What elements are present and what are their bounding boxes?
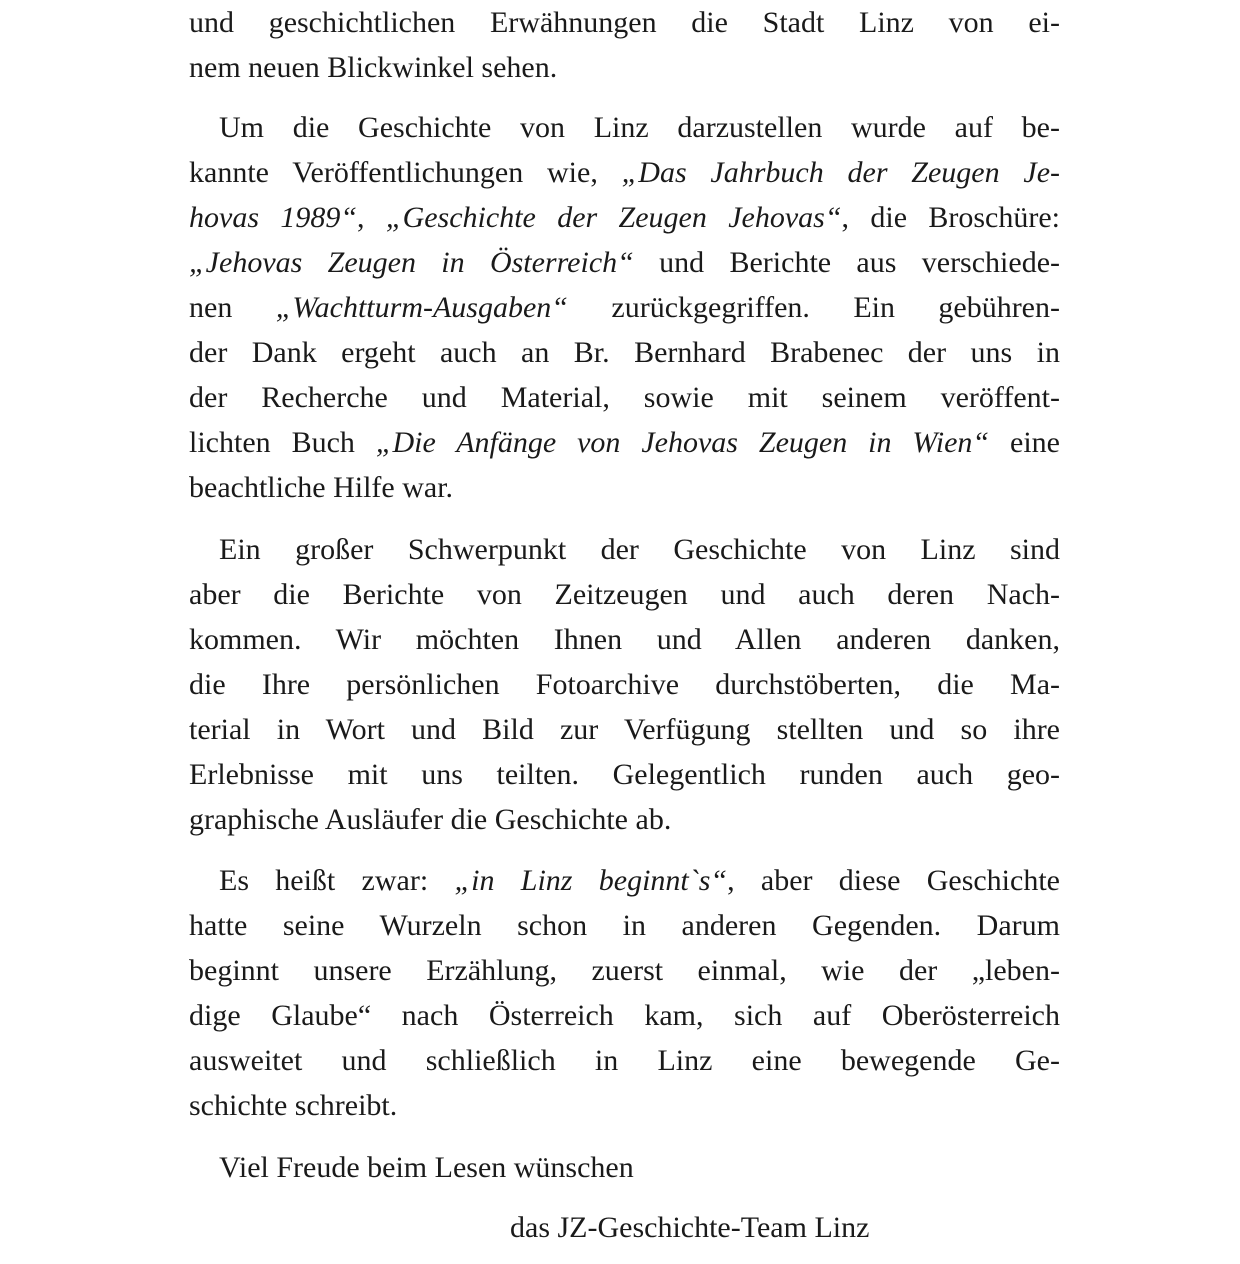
- text-line-rich: hovas 1989“, „Geschichte der Zeugen Jehovas“, die Broschüre:: [189, 201, 1060, 234]
- text-line: Erlebnisse mit uns teilten. Gelegentlich runden auch geo-: [189, 758, 1060, 791]
- text-line: der Recherche und Material, sowie mit seinem veröffent-: [189, 381, 1060, 414]
- text-line: aber die Berichte von Zeitzeugen und auch deren Nach-: [189, 578, 1060, 611]
- text-line: die Ihre persönlichen Fotoarchive durchstöberten, die Ma-: [189, 668, 1060, 701]
- text-line: kommen. Wir möchten Ihnen und Allen anderen danken,: [189, 623, 1060, 656]
- text-line: Ein großer Schwerpunkt der Geschichte von Linz sind: [219, 533, 1060, 566]
- text-line: graphische Ausläufer die Geschichte ab.: [189, 803, 672, 836]
- text-line: schichte schreibt.: [189, 1089, 398, 1122]
- text-line: dige Glaube“ nach Österreich kam, sich auf Oberösterreich: [189, 999, 1060, 1032]
- text-line: und geschichtlichen Erwähnungen die Stadt Linz von ei-: [189, 6, 1060, 39]
- text-line: terial in Wort und Bild zur Verfügung stellten und so ihre: [189, 713, 1060, 746]
- text-line: ausweitet und schließlich in Linz eine bewegende Ge-: [189, 1044, 1060, 1077]
- text-line: beachtliche Hilfe war.: [189, 471, 454, 504]
- text-line-rich: „Jehovas Zeugen in Österreich“ und Berichte aus verschiede-: [189, 246, 1060, 279]
- text-line: der Dank ergeht auch an Br. Bernhard Brabenec der uns in: [189, 336, 1060, 369]
- text-line: beginnt unsere Erzählung, zuerst einmal, wie der „leben-: [189, 954, 1060, 987]
- text-line: Um die Geschichte von Linz darzustellen wurde auf be-: [219, 111, 1060, 144]
- closing-greeting: Viel Freude beim Lesen wünschen: [219, 1151, 634, 1184]
- text-line: nem neuen Blickwinkel sehen.: [189, 51, 558, 84]
- text-line-rich: kannte Veröffentlichungen wie, „Das Jahrbuch der Zeugen Je-: [189, 156, 1060, 189]
- text-line: hatte seine Wurzeln schon in anderen Gegenden. Darum: [189, 909, 1060, 942]
- text-line-rich: lichten Buch „Die Anfänge von Jehovas Zeugen in Wien“ eine: [189, 426, 1060, 459]
- closing-signature: das JZ-Geschichte-Team Linz: [510, 1211, 870, 1244]
- text-line-rich: Es heißt zwar: „in Linz beginnt`s“, aber diese Geschichte: [219, 864, 1060, 897]
- text-line-rich: nen „Wachtturm-Ausgaben“ zurückgegriffen. Ein gebühren-: [189, 291, 1060, 324]
